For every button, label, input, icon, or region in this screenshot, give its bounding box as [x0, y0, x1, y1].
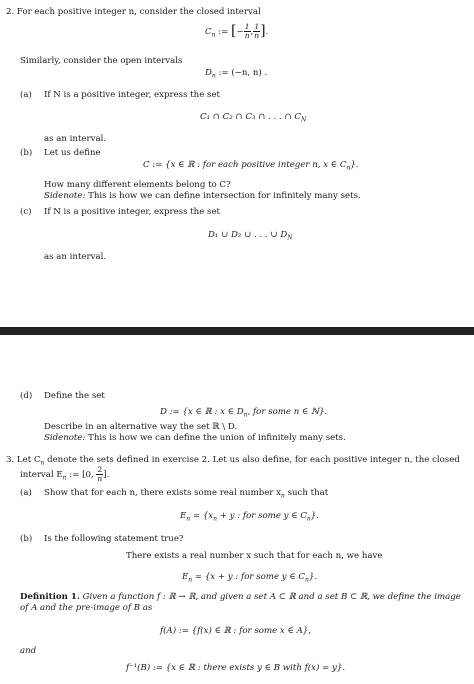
right-bracket: ] — [260, 23, 266, 39]
definition-1-line2: of A and the pre-image of B as — [20, 603, 153, 613]
dn-symbol: D — [205, 68, 212, 78]
part-3a-label: (a) — [20, 488, 32, 498]
part-b-label: (b) — [20, 148, 33, 158]
sidenote-text: This is how we can define the union of infinitely many sets. — [88, 433, 346, 443]
problem-2-intro: 2. For each positive integer n, consider the closed interval — [6, 7, 261, 17]
part-d-label: (d) — [20, 391, 33, 401]
p3-l2-end: ]. — [103, 470, 110, 480]
problem-3-line2 — [20, 466, 109, 484]
cn-sub: n — [306, 515, 311, 523]
en-sub: n — [188, 576, 193, 584]
d-def-sub: n — [243, 411, 248, 419]
p3a-end: such that — [284, 488, 329, 498]
part-b-sidenote — [44, 191, 361, 202]
formula-c-def — [143, 160, 359, 174]
definition-text-1: Given a function f : ℝ → ℝ, and given a set A ⊂ ℝ and a set B ⊂ ℝ, we define the image — [82, 592, 461, 602]
part-c-tail: as an interval. — [44, 252, 107, 262]
fraction-denominator: n — [254, 31, 260, 40]
sidenote-label: Sidenote: — [44, 433, 86, 443]
definition-label: Definition 1. — [20, 592, 80, 602]
formula-en-xn — [180, 511, 319, 525]
fraction-denominator: n — [97, 474, 103, 483]
part-c-text: If N is a positive integer, express the set — [44, 207, 220, 217]
part-d-desc: Describe in an alternative way the set ℝ \ D. — [44, 422, 238, 432]
cn-tail: . — [265, 27, 269, 37]
minus-sign: − — [236, 27, 244, 37]
p3a-sub: n — [281, 492, 285, 500]
formula-dn — [205, 68, 267, 82]
fraction-numerator: 1 — [254, 22, 260, 31]
xn-sub: n — [213, 515, 218, 523]
part-d-text: Define the set — [44, 391, 105, 401]
p3-rest: denote the sets defined in exercise 2. Let us also define, for each positive integer n, the closed — [44, 455, 460, 465]
en-sub: n — [186, 515, 191, 523]
document-page-bottom — [0, 335, 474, 684]
definition-1-line1 — [20, 592, 461, 603]
p3a-text: Show that for each n, there exists some real number x — [44, 488, 281, 498]
left-bracket: [ — [231, 23, 237, 39]
formula-preimage: f⁻¹(B) := {x ∈ ℝ : there exists y ∈ B with f(x) = y}. — [126, 663, 346, 673]
intersection-expr: C₁ ∩ C₂ ∩ C₃ ∩ . . . ∩ C — [200, 112, 301, 122]
p3-l2-mid: := [0, — [66, 470, 97, 480]
part-a-text: If N is a positive integer, express the set — [44, 90, 220, 100]
cn-assign: := — [218, 27, 229, 37]
fraction-numerator: 1 — [244, 22, 250, 31]
page-divider — [0, 327, 474, 335]
fraction-neg — [244, 23, 251, 40]
and-text: and — [20, 646, 37, 656]
part-b-text: Let us define — [44, 148, 101, 158]
part-3b-statement: There exists a real number x such that for each n, we have — [126, 551, 383, 561]
cn-symbol: C — [205, 27, 212, 37]
en-end: + y : for some y ∈ C — [217, 511, 307, 521]
formula-intersection — [200, 112, 306, 126]
formula-image: f(A) := {f(x) ∈ ℝ : for some x ∈ A}, — [160, 626, 311, 636]
p3-sub: n — [40, 459, 45, 467]
c-def-expr: C := {x ∈ ℝ : for each positive integer n, x ∈ C — [143, 160, 347, 170]
union-expr: D₁ ∪ D₂ ∪ . . . ∪ D — [208, 230, 288, 240]
intersection-sub: N — [300, 116, 307, 124]
part-b-question: How many different elements belong to C? — [44, 180, 231, 190]
fraction-denominator: n — [244, 31, 250, 40]
formula-en-x — [182, 572, 317, 586]
en-symbol: E — [180, 511, 187, 521]
formula-union — [208, 230, 292, 244]
document-page-top — [0, 0, 474, 327]
part-c-label: (c) — [20, 207, 32, 217]
formula-cn: $C_n$ := [− $\frac{1}{n}$ , $\frac{1}{n}$ ]. — [205, 22, 269, 40]
en-mid: = {x — [190, 511, 214, 521]
part-3a-text — [44, 488, 328, 502]
c-def-sub: n — [346, 164, 351, 172]
cn-subscript: n — [211, 31, 216, 39]
dn-definition: := (−n, n) . — [218, 68, 268, 78]
union-sub: N — [287, 234, 293, 242]
similarly-text: Similarly, consider the open intervals — [20, 56, 183, 66]
sidenote-label: Sidenote: — [44, 191, 86, 201]
en-mid: = {x + y : for some y ∈ C — [192, 572, 306, 582]
cn-sub: n — [305, 576, 309, 584]
en-end: }. — [308, 572, 318, 582]
part-a-tail: as an interval. — [44, 134, 107, 144]
p3-l2-sub: n — [62, 474, 67, 482]
p3-start: 3. Let C — [6, 455, 41, 465]
part-d-sidenote — [44, 433, 346, 444]
d-def-expr: D := {x ∈ ℝ : x ∈ D — [160, 407, 244, 417]
fraction-numerator: 2 — [97, 465, 103, 474]
part-3b-text: Is the following statement true? — [44, 534, 184, 544]
c-def-end: }. — [350, 160, 359, 170]
en-symbol: E — [182, 572, 189, 582]
dn-subscript: n — [211, 72, 216, 80]
part-a-label: (a) — [20, 90, 32, 100]
en-close: }. — [310, 511, 319, 521]
part-3b-label: (b) — [20, 534, 33, 544]
p3-l2-pre: interval E — [20, 470, 63, 480]
d-def-end: , for some n ∈ ℕ}. — [247, 407, 328, 417]
formula-d-def — [160, 407, 327, 421]
sidenote-text: This is how we can define intersection for infinitely many sets. — [88, 191, 361, 201]
